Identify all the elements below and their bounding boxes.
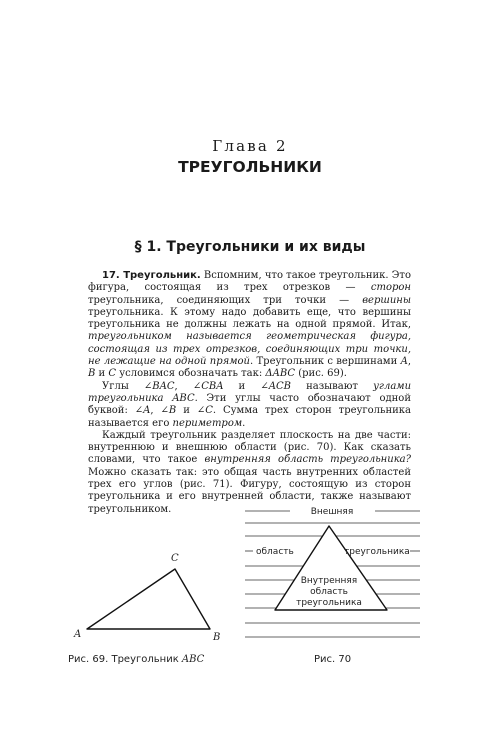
- body-text: [88, 270, 411, 516]
- inner-label-line-1: Внутренняя: [300, 576, 358, 586]
- angle-a: ∠A: [134, 405, 151, 417]
- paragraph-3: [88, 430, 411, 516]
- term-sides: сторон: [370, 282, 411, 294]
- triangle-abc: [87, 569, 210, 629]
- angle-c: ∠C: [196, 405, 213, 417]
- angle-b: ∠B: [160, 405, 177, 417]
- vertex-b: B: [88, 368, 96, 380]
- angle-cba: ∠CBA: [192, 380, 224, 392]
- text-run: ,: [174, 380, 193, 392]
- vertex-label-a: A: [74, 629, 82, 640]
- figure-70-caption: Рис. 70: [314, 654, 352, 665]
- chapter-label: Глава 2: [212, 137, 288, 155]
- text-run: . Сумма трех сторон треугольника называется его: [88, 405, 411, 429]
- caption-triangle-name: ABC: [181, 654, 205, 665]
- term-angles: углами треугольника ABC: [88, 380, 412, 404]
- vertex-c: C: [108, 368, 117, 380]
- figure-69-caption: [68, 654, 204, 665]
- text-run: условимся обозначать так:: [116, 368, 266, 380]
- text-run: Каждый треугольник разделяет плоскость на две части: внутреннюю и внешнюю области (рис. 70). Как сказать словами, что такое: [88, 429, 411, 466]
- outer-right-label: треугольника: [344, 547, 410, 557]
- angle-bac: ∠BAC: [143, 380, 175, 392]
- text-run: Углы: [102, 380, 144, 392]
- term-perimeter: периметром: [172, 417, 243, 429]
- chapter-title: ТРЕУГОЛЬНИКИ: [178, 158, 322, 176]
- term-vertices: вершины: [362, 294, 411, 306]
- paragraph-2: [88, 381, 411, 430]
- text-run: и: [176, 405, 197, 417]
- text-run: и: [95, 368, 109, 380]
- text-run: треугольника, соединяющих три точки —: [88, 294, 363, 306]
- text-run: .: [242, 417, 246, 429]
- inner-label-line-3: треугольника: [296, 598, 362, 608]
- text-run: . Эти углы часто обозначают одной буквой:: [88, 392, 411, 417]
- text-run: Можно сказать так: это общая часть внутренних областей трех его углов (рис. 71). Фигуру, состоящую из сторон треугольника и его внутренней области, также называют треугольником.: [88, 466, 411, 515]
- text-run: треугольника. К этому надо добавить еще, что вершины треугольника не должны лежать на одной прямой. Итак,: [88, 306, 411, 331]
- text-run: Вспомним, что такое треугольник. Это фигура, состоящая из трех отрезков —: [88, 270, 411, 294]
- paragraph-1: [88, 270, 411, 381]
- text-run: ,: [407, 356, 411, 368]
- text-run: называют: [290, 380, 374, 392]
- definition: треугольником называется геометрическая фигура, состоящая из трех отрезков, соединяющих три точки, не лежащие на одной прямой: [88, 331, 411, 368]
- figure-69-triangle: [60, 540, 230, 645]
- caption-prefix: Рис. 69. Треугольник: [68, 654, 182, 665]
- vertex-a: A: [400, 356, 408, 368]
- text-run: . Треугольник с вершинами: [249, 356, 401, 368]
- outer-left-label: область: [256, 547, 294, 557]
- text-run: ,: [150, 405, 161, 417]
- vertex-label-c: C: [171, 553, 179, 564]
- vertex-label-b: B: [213, 632, 221, 643]
- section-title: § 1. Треугольники и их виды: [134, 239, 366, 255]
- triangle-notation: ΔABC: [265, 368, 296, 380]
- text-run: (рис. 69).: [295, 368, 347, 380]
- inner-label-line-2: область: [310, 587, 348, 597]
- figure-70-regions: [240, 505, 425, 645]
- term-interior: внутренняя область треугольника?: [204, 454, 411, 466]
- outer-region-label: Внешняя: [310, 507, 354, 517]
- runin-heading: 17. Треугольник.: [102, 270, 201, 281]
- text-run: и: [223, 380, 261, 392]
- angle-acb: ∠ACB: [260, 380, 291, 392]
